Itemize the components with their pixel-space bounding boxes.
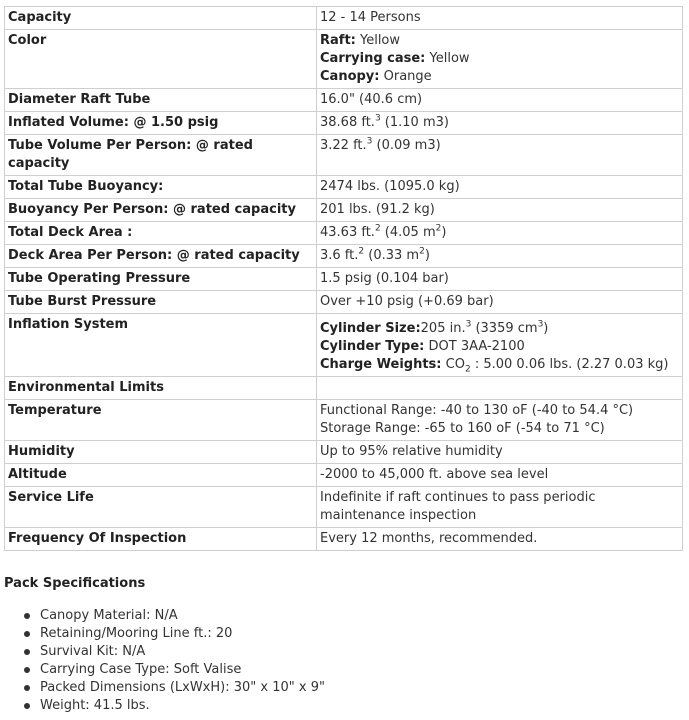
superscript: 2 — [374, 223, 381, 234]
bullet-icon — [24, 703, 30, 709]
storage-range: Storage Range: -65 to 160 oF (-54 to 71 °C) — [320, 421, 605, 436]
spec-label: Deck Area Per Person: @ rated capacity — [5, 245, 317, 268]
list-item-text: Survival Kit: N/A — [40, 644, 146, 659]
spec-value: Up to 95% relative humidity — [317, 441, 683, 464]
bullet-icon — [24, 685, 30, 691]
raft-color-value: Yellow — [360, 33, 401, 48]
table-row — [5, 135, 683, 176]
spec-label: Service Life — [5, 487, 317, 528]
bullet-icon — [24, 667, 30, 673]
superscript: 2 — [419, 246, 425, 257]
spec-label: Environmental Limits — [5, 377, 317, 400]
spec-label: Diameter Raft Tube — [5, 89, 317, 112]
superscript: 2 — [358, 246, 365, 257]
table-row — [5, 400, 683, 441]
spec-label: Tube Operating Pressure — [5, 268, 317, 291]
spec-value — [317, 135, 683, 176]
spec-value: Every 12 months, recommended. — [317, 528, 683, 551]
spec-label: Tube Volume Per Person: @ rated capacity — [5, 135, 317, 176]
spec-value: 201 lbs. (91.2 kg) — [317, 199, 683, 222]
canopy-color-value: Orange — [383, 69, 432, 84]
value-text: (1.10 m3) — [380, 115, 449, 130]
table-row — [5, 30, 683, 89]
list-item-text: Packed Dimensions (LxWxH): 30" x 10" x 9" — [40, 680, 325, 695]
functional-range: Functional Range: -40 to 130 oF (-40 to 54.4 °C) — [320, 403, 634, 418]
value-text: CO — [441, 357, 465, 372]
spec-value-temperature — [317, 400, 683, 441]
bullet-icon — [24, 631, 30, 637]
value-text: (3359 cm — [471, 321, 538, 336]
spec-label: Frequency Of Inspection — [5, 528, 317, 551]
superscript: 3 — [465, 319, 472, 330]
spec-value: 16.0" (40.6 cm) — [317, 89, 683, 112]
table-row — [5, 441, 683, 464]
spec-label: Buoyancy Per Person: @ rated capacity — [5, 199, 317, 222]
pack-specifications-list — [22, 607, 325, 715]
superscript: 3 — [374, 113, 381, 124]
spec-value — [317, 222, 683, 245]
spec-label: Inflated Volume: @ 1.50 psig — [5, 112, 317, 135]
charge-weights-label: Charge Weights: — [320, 357, 442, 372]
raft-color-label: Raft: — [320, 33, 356, 48]
list-item-text: Weight: 41.5 lbs. — [40, 698, 150, 713]
spec-value — [317, 377, 683, 400]
table-row — [5, 268, 683, 291]
list-item-text: Carrying Case Type: Soft Valise — [40, 662, 242, 677]
spec-value-color — [317, 30, 683, 89]
spec-value: 12 - 14 Persons — [317, 7, 683, 30]
value-text: ) — [543, 321, 549, 336]
value-text: DOT 3AA-2100 — [424, 339, 525, 354]
list-item — [22, 625, 325, 643]
pack-specifications-heading: Pack Specifications — [4, 576, 146, 591]
spec-label: Capacity — [5, 7, 317, 30]
list-item — [22, 643, 325, 661]
value-text: 3.6 ft. — [320, 248, 359, 263]
spec-value: 1.5 psig (0.104 bar) — [317, 268, 683, 291]
superscript: 3 — [366, 136, 373, 147]
list-item — [22, 661, 325, 679]
specifications-table — [4, 6, 683, 551]
value-text: 3.22 ft. — [320, 138, 367, 153]
spec-label: Temperature — [5, 400, 317, 441]
value-text: 43.63 ft. — [320, 225, 375, 240]
value-text: ) — [441, 225, 447, 240]
bullet-icon — [24, 613, 30, 619]
spec-value: Over +10 psig (+0.69 bar) — [317, 291, 683, 314]
table-row — [5, 314, 683, 377]
spec-label: Total Deck Area : — [5, 222, 317, 245]
value-text: 38.68 ft. — [320, 115, 375, 130]
table-row — [5, 464, 683, 487]
table-row — [5, 7, 683, 30]
table-row — [5, 291, 683, 314]
table-row — [5, 112, 683, 135]
spec-label: Humidity — [5, 441, 317, 464]
list-item-text: Retaining/Mooring Line ft.: 20 — [40, 626, 233, 641]
value-text: (0.09 m3) — [372, 138, 441, 153]
spec-label: Color — [5, 30, 317, 89]
spec-value: -2000 to 45,000 ft. above sea level — [317, 464, 683, 487]
spec-label: Inflation System — [5, 314, 317, 377]
value-text: (4.05 m — [380, 225, 436, 240]
table-row — [5, 528, 683, 551]
spec-value: Indefinite if raft continues to pass periodic maintenance inspection — [317, 487, 683, 528]
spec-label: Tube Burst Pressure — [5, 291, 317, 314]
list-item-text: Canopy Material: N/A — [40, 608, 178, 623]
table-row — [5, 222, 683, 245]
superscript: 3 — [537, 319, 544, 330]
table-row — [5, 176, 683, 199]
value-text: (0.33 m — [364, 248, 420, 263]
table-row — [5, 245, 683, 268]
spec-label: Total Tube Buoyancy: — [5, 176, 317, 199]
bullet-icon — [24, 649, 30, 655]
case-color-value: Yellow — [429, 51, 470, 66]
table-row — [5, 89, 683, 112]
table-row — [5, 199, 683, 222]
value-text: ) — [424, 248, 430, 263]
spec-value — [317, 112, 683, 135]
spec-label: Altitude — [5, 464, 317, 487]
cylinder-type-label: Cylinder Type: — [320, 339, 425, 354]
canopy-color-label: Canopy: — [320, 69, 380, 84]
value-text: 205 in. — [420, 321, 466, 336]
spec-value-inflation — [317, 314, 683, 377]
list-item — [22, 679, 325, 697]
value-text: : 5.00 0.06 lbs. (2.27 0.03 kg) — [470, 357, 669, 372]
case-color-label: Carrying case: — [320, 51, 426, 66]
list-item — [22, 607, 325, 625]
list-item — [22, 697, 325, 715]
table-row — [5, 377, 683, 400]
superscript: 2 — [435, 223, 442, 234]
cylinder-size-label: Cylinder Size: — [320, 321, 421, 336]
subscript: 2 — [464, 364, 471, 375]
spec-value: 2474 lbs. (1095.0 kg) — [317, 176, 683, 199]
spec-value — [317, 245, 683, 268]
table-row — [5, 487, 683, 528]
